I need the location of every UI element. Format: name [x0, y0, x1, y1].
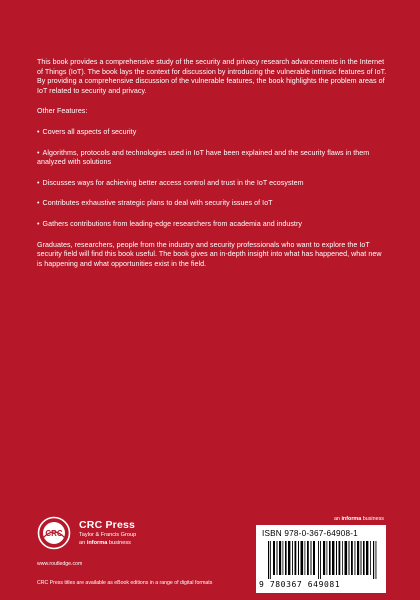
publisher-name: CRC Press [79, 519, 136, 531]
feature-text: Gathers contributions from leading-edge researchers from academia and industry [42, 219, 302, 228]
bullet-icon: • [37, 178, 40, 187]
feature-text: Covers all aspects of security [42, 127, 137, 136]
features-heading: Other Features: [37, 107, 88, 116]
bullet-icon: • [37, 127, 40, 136]
feature-text: Discusses ways for achieving better access control and trust in the IoT ecosystem [42, 178, 304, 187]
barcode-block [256, 516, 386, 594]
feature-item [37, 128, 387, 138]
closing-paragraph: Graduates, researchers, people from the industry and security professionals who want to explore the IoT security field will find this book useful. The book gives an in-depth insight into what has happened, what new is happening and what opportunities exist in the field. [37, 240, 382, 268]
feature-text: Algorithms, protocols and technologies used in IoT have been explained and the security flaws in them analyzed with solutions [37, 148, 370, 167]
bullet-icon: • [37, 219, 40, 228]
barcode-digits: 9 780367 649081 [259, 580, 341, 589]
description-block [37, 58, 387, 280]
publisher-group: Taylor & Francis Group [79, 532, 137, 538]
publisher-url: www.routledge.com [37, 561, 83, 567]
feature-item [37, 199, 387, 209]
informa-tag: an informa business [333, 516, 384, 522]
ebook-note: CRC Press titles are available as eBook editions in a range of digital formats [37, 580, 213, 586]
feature-item [37, 179, 387, 189]
bullet-icon: • [37, 199, 40, 208]
bullet-icon: • [37, 148, 40, 157]
publisher-informa-line: an informa business [79, 540, 131, 546]
feature-item [37, 220, 387, 230]
svg-text:CRC: CRC [45, 529, 63, 538]
feature-item [37, 149, 387, 168]
barcode-box [256, 525, 386, 593]
publisher-block [37, 516, 237, 576]
crc-press-logo-icon [37, 516, 71, 550]
barcode-icon [267, 541, 377, 579]
intro-paragraph: This book provides a comprehensive study of the security and privacy research advancements in the Internet of Things (IoT). The book lays the context for discussion by introducing the vulnerable intrinsic features of IoT. By providing a comprehensive discussion of the vulnerable features, the book highlights the problem areas of IoT related to security and privacy. [37, 58, 387, 95]
isbn-text: ISBN 978-0-367-64908-1 [262, 529, 358, 538]
feature-text: Contributes exhaustive strategic plans to deal with security issues of IoT [42, 199, 273, 208]
